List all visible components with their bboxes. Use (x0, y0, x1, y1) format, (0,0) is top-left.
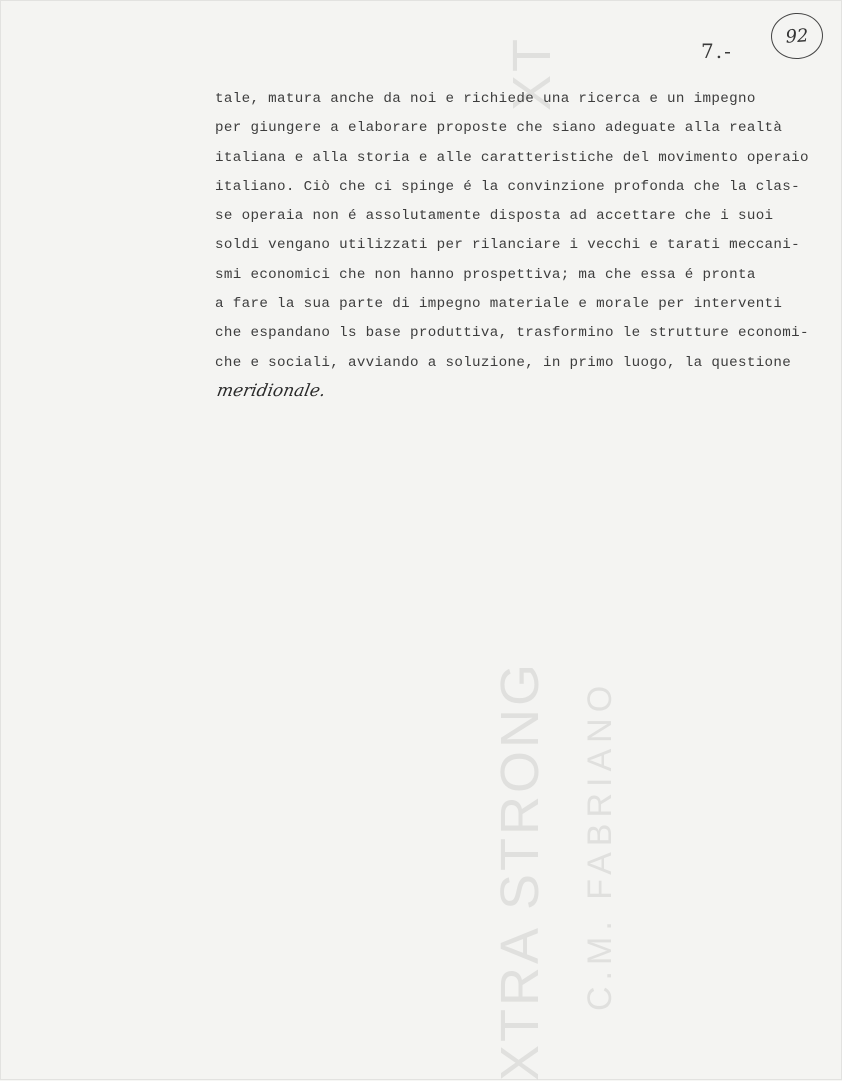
text-line: se operaia non é assolutamente disposta ad accettare che i suoi (215, 208, 774, 225)
paper-watermark-top: XT (502, 35, 562, 111)
paper-watermark-sub: C.M. FABRIANO (581, 679, 619, 1011)
text-line: a fare la sua parte di impegno materiale e morale per interventi (215, 296, 783, 313)
paper-watermark-main: XTRA STRONG (490, 660, 550, 1081)
text-line: soldi vengano utilizzati per rilanciare i vecchi e tarati meccani- (215, 237, 801, 254)
text-line: che e sociali, avviando a soluzione, in primo luogo, la questione (215, 354, 792, 371)
page-number: 7.- (701, 39, 733, 63)
body-text (215, 85, 815, 378)
text-line: tale, matura anche da noi e richiede una ricerca e un impegno (215, 91, 756, 107)
text-line: per giungere a elaborare proposte che siano adeguate alla realtà (215, 120, 783, 137)
text-line: italiana e alla storia e alle caratteristiche del movimento operaio (215, 149, 809, 166)
sheet-number-text: 92 (784, 24, 810, 48)
text-line: smi economici che non hanno prospettiva; ma che essa é pronta (215, 266, 756, 283)
sheet-number-circled (769, 11, 824, 61)
text-line: italiano. Ciò che ci spinge é la convinzione profonda che la clas- (215, 178, 801, 195)
handwritten-ending: meridionale. (215, 381, 328, 401)
text-line: che espandano ls base produttiva, trasformino le strutture economi- (215, 325, 809, 342)
